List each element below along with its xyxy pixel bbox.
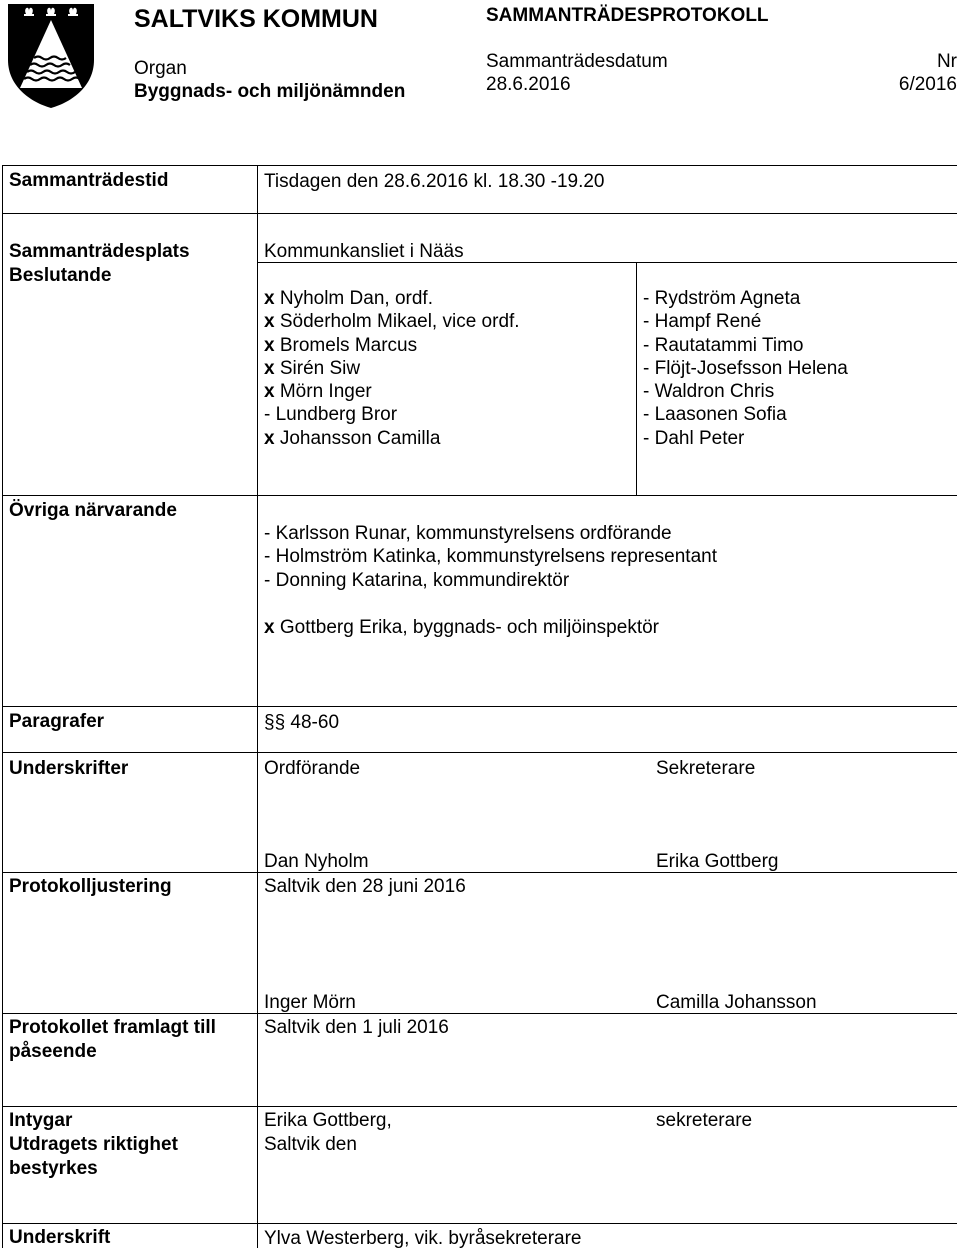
decision-makers-label: Beslutande (9, 265, 112, 286)
attendee-line: - Karlsson Runar, kommunstyrelsens ordförande (264, 523, 672, 544)
member-row (264, 403, 520, 426)
attendance-mark: - (643, 427, 650, 449)
display-label: Protokollet framlagt till påseende (9, 1017, 216, 1062)
attendance-mark: x (264, 288, 275, 309)
member-name: Dahl Peter (654, 427, 745, 449)
attendance-mark: - (643, 357, 650, 379)
row-divider (2, 752, 957, 753)
member-name: Bromels Marcus (279, 334, 418, 356)
member-row (643, 334, 848, 357)
table-top-border (2, 165, 957, 166)
attendee-line: - Donning Katarina, kommundirektör (264, 569, 570, 591)
adjuster-2-name: Camilla Johansson (656, 992, 817, 1013)
member-row (264, 334, 520, 357)
adjustment-value: Saltvik den 28 juni 2016 (264, 876, 466, 897)
row-divider (2, 495, 957, 496)
signature-value: Ylva Westerberg, vik. byråsekreterare (264, 1228, 582, 1249)
row-divider (2, 213, 957, 214)
member-row (643, 287, 848, 310)
member-row (264, 287, 520, 310)
coat-of-arms-logo (6, 2, 96, 110)
meeting-time-value: Tisdagen den 28.6.2016 kl. 18.30 -19.20 (264, 171, 605, 192)
member-name: Sirén Siw (279, 357, 361, 379)
meeting-time-label: Sammanträdestid (9, 170, 169, 191)
others-present-label: Övriga närvarande (9, 500, 177, 521)
nr-label: Nr (936, 51, 957, 72)
attendance-mark: - (643, 311, 650, 333)
decision-makers-left-list (264, 287, 520, 450)
member-row (264, 427, 520, 450)
attendance-mark: - (264, 404, 271, 426)
certifier-role: sekreterare (656, 1110, 753, 1131)
member-name: Johansson Camilla (279, 427, 441, 449)
member-name: Hampf René (654, 311, 762, 333)
member-name: Rautatammi Timo (654, 334, 804, 356)
member-row (643, 310, 848, 333)
attendee-line: - Holmström Katinka, kommunstyrelsens representant (264, 546, 717, 568)
member-row (643, 380, 848, 403)
date-value: 28.6.2016 (486, 74, 571, 95)
member-row (264, 310, 520, 333)
member-row (264, 357, 520, 380)
organ-value: Byggnads- och miljönämnden (134, 81, 406, 102)
attendee-name: Gottberg Erika, byggnads- och miljöinspektör (279, 617, 659, 638)
member-name: Rydström Agneta (654, 288, 801, 309)
member-row (643, 403, 848, 426)
row-divider (2, 1223, 957, 1224)
row-divider (2, 872, 957, 873)
member-name: Söderholm Mikael, vice ordf. (279, 311, 520, 333)
chair-label: Ordförande (264, 758, 361, 779)
attendance-mark: x (264, 617, 275, 638)
document-type: SAMMANTRÄDESPROTOKOLL (486, 5, 769, 26)
certificate-sublabel: Utdragets riktighet bestyrkes (9, 1134, 178, 1179)
others-extra-line (264, 616, 659, 639)
signature-label: Underskrift (9, 1227, 111, 1248)
members-column-divider (636, 262, 637, 496)
member-name: Flöjt-Josefsson Helena (654, 357, 848, 379)
signatures-label: Underskrifter (9, 758, 129, 779)
member-name: Waldron Chris (654, 381, 775, 403)
display-value: Saltvik den 1 juli 2016 (264, 1017, 449, 1038)
member-name: Lundberg Bror (275, 404, 398, 426)
attendance-mark: x (264, 357, 275, 379)
adjustment-label: Protokolljustering (9, 876, 172, 897)
attendance-mark: x (264, 381, 275, 403)
paragrafer-label: Paragrafer (9, 711, 105, 732)
member-row (643, 357, 848, 380)
paragrafer-value: §§ 48-60 (264, 712, 340, 733)
attendance-mark: x (264, 334, 275, 356)
organ-label: Organ (134, 58, 187, 79)
member-row (264, 380, 520, 403)
municipality-name: SALTVIKS KOMMUN (134, 5, 378, 33)
attendance-mark: - (643, 288, 650, 309)
certificate-place: Saltvik den (264, 1134, 357, 1155)
member-name: Nyholm Dan, ordf. (279, 288, 433, 309)
adjuster-1-name: Inger Mörn (264, 992, 356, 1013)
others-present-list (264, 522, 717, 592)
nr-value: 6/2016 (898, 74, 957, 95)
certificate-label: Intygar (9, 1110, 73, 1131)
member-name: Mörn Inger (279, 381, 372, 403)
attendance-mark: x (264, 311, 275, 333)
secretary-name: Erika Gottberg (656, 851, 779, 872)
meeting-place-label: Sammanträdesplats (9, 241, 190, 262)
secretary-label: Sekreterare (656, 758, 756, 779)
attendance-mark: - (643, 381, 650, 403)
attendance-mark: - (643, 404, 650, 426)
row-divider (2, 1106, 957, 1107)
meeting-place-value: Kommunkansliet i Nääs (264, 241, 464, 262)
row-divider (2, 706, 957, 707)
attendance-mark: x (264, 427, 275, 449)
certifier-name: Erika Gottberg, (264, 1110, 392, 1131)
member-name: Laasonen Sofia (654, 404, 787, 426)
date-label: Sammanträdesdatum (486, 51, 668, 72)
decision-makers-right-list (643, 287, 848, 450)
member-row (643, 427, 848, 450)
attendance-mark: - (643, 334, 650, 356)
chair-name: Dan Nyholm (264, 851, 369, 872)
